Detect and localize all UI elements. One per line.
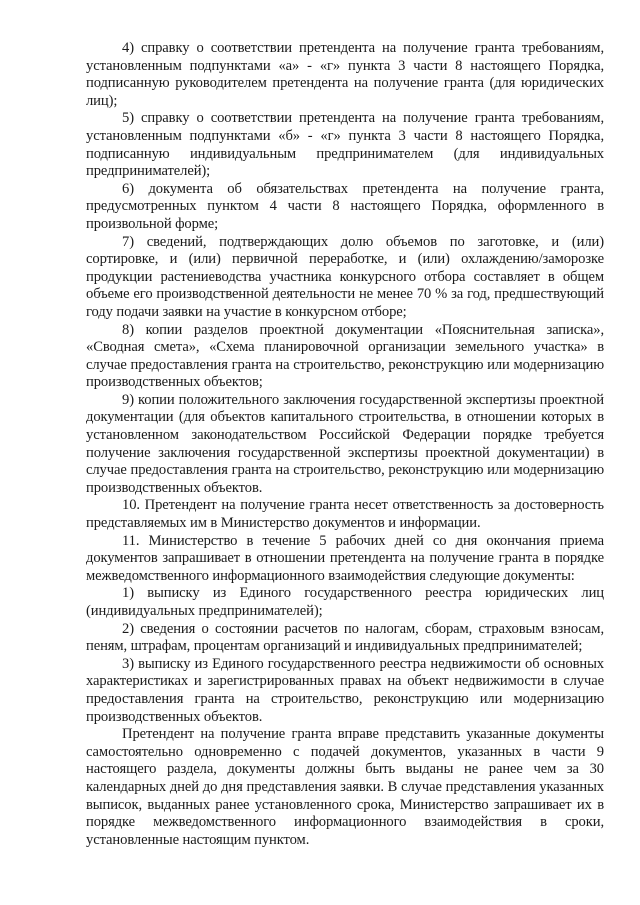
paragraph-applicant-right: Претендент на получение гранта вправе представить указанные документы самостоятельно одновременно с подачей документов, указанных в части 9 настоящего раздела, документы должны быть выданы не ранее чем за 30 календарных дней до дня представления заявки. В случае представления указанных выписок, выданных ранее установленного срока, Министерство запрашивает их в порядке межведомственного информационного взаимодействия в сроки, установленные настоящим пунктом. [86, 726, 604, 848]
paragraph-item-7: 7) сведений, подтверждающих долю объемов по заготовке, и (или) сортировке, и (или) первичной переработке, и (или) охлаждению/заморозке продукции растениеводства участника конкурсного отбора составляет в общем объеме его производственной деятельности не менее 70 % за год, предшествующий году подачи заявки на участие в конкурсном отборе; [86, 233, 604, 320]
paragraph-item-8: 8) копии разделов проектной документации «Пояснительная записка», «Сводная смета», «Схема планировочной организации земельного участка» в случае предоставления гранта на строительство, реконструкцию или модернизацию производственных объектов; [86, 321, 604, 391]
paragraph-subitem-1: 1) выписку из Единого государственного реестра юридических лиц (индивидуальных предпринимателей); [86, 585, 604, 619]
paragraph-item-4: 4) справку о соответствии претендента на получение гранта требованиям, установленным подпунктами «а» - «г» пункта 3 части 8 настоящего Порядка, подписанную руководителем претендента на получение гранта (для юридических лиц); [86, 40, 604, 109]
paragraph-subitem-3: 3) выписку из Единого государственного реестра недвижимости об основных характеристиках и зарегистрированных правах на объект недвижимости в случае предоставления гранта на строительство, реконструкцию или модернизацию производственных объектов. [86, 655, 604, 725]
paragraph-item-9: 9) копии положительного заключения государственной экспертизы проектной документации (для объектов капитального строительства, в отношении которых в установленном законодательством Российской Федерации порядке требуется получение заключения государственной экспертизы проектной документации) в случае предоставления гранта на строительство, реконструкцию или модернизацию производственных объектов. [86, 391, 604, 496]
paragraph-clause-11: 11. Министерство в течение 5 рабочих дней со дня окончания приема документов запрашивает в отношении претендента на получение гранта в порядке межведомственного информационного взаимодействия следующие документы: [86, 532, 604, 584]
paragraph-item-5: 5) справку о соответствии претендента на получение гранта требованиям, установленным подпунктами «б» - «г» пункта 3 части 8 настоящего Порядка, подписанную индивидуальным предпринимателем (для индивидуальных предпринимателей); [86, 110, 604, 180]
paragraph-subitem-2: 2) сведения о состоянии расчетов по налогам, сборам, страховым взносам, пеням, штрафам, процентам организаций и индивидуальных предпринимателей; [86, 620, 604, 655]
paragraph-item-6: 6) документа об обязательствах претендента на получение гранта, предусмотренных пунктом 4 части 8 настоящего Порядка, оформленного в произвольной форме; [86, 180, 604, 232]
document-page [86, 40, 604, 849]
paragraph-clause-10: 10. Претендент на получение гранта несет ответственность за достоверность представляемых им в Министерство документов и информации. [86, 497, 604, 532]
